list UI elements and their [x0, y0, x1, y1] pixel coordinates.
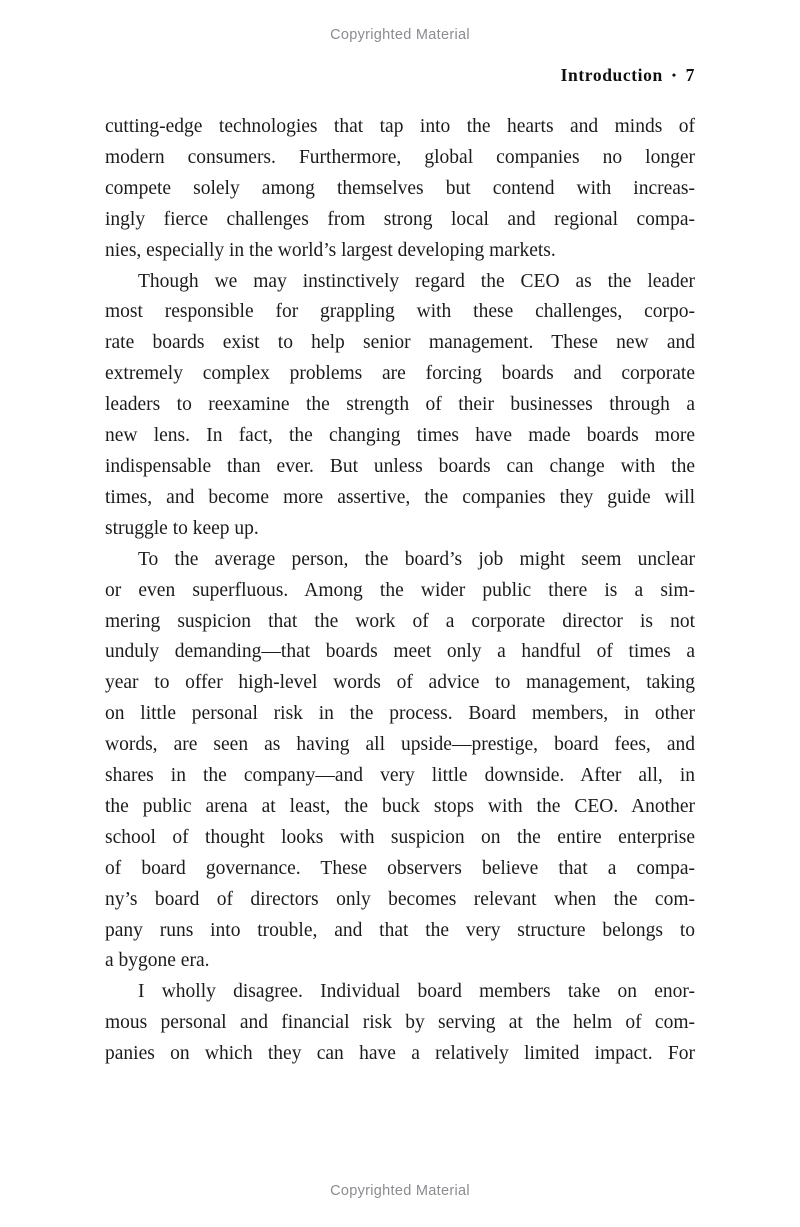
paragraph	[105, 545, 695, 978]
chapter-title: Introduction	[560, 65, 663, 85]
copyright-notice-top: Copyrighted Material	[330, 27, 470, 43]
text-line: panies on which they can have a relatively limited impact. For	[105, 1043, 695, 1065]
text-line: extremely complex problems are forcing boards and corporate	[105, 363, 695, 385]
text-line: indispensable than ever. But unless boards can change with the	[105, 455, 695, 477]
text-line: shares in the company—and very little downside. After all, in	[105, 765, 695, 787]
text-line: words, are seen as having all upside—prestige, board fees, and	[105, 734, 695, 756]
text-line: Though we may instinctively regard the CEO as the leader	[138, 270, 695, 292]
text-line: school of thought looks with suspicion on the entire enterprise	[105, 826, 695, 848]
paragraph	[105, 977, 695, 1070]
header-bullet-separator: •	[671, 68, 677, 82]
text-line: the public arena at least, the buck stops with the CEO. Another	[105, 795, 695, 817]
text-line: mous personal and financial risk by serving at the helm of com-	[105, 1012, 695, 1034]
text-line: leaders to reexamine the strength of their businesses through a	[105, 394, 695, 416]
text-line: ingly fierce challenges from strong local and regional compa-	[105, 208, 695, 230]
text-line: on little personal risk in the process. Board members, in other	[105, 703, 695, 725]
paragraph	[105, 112, 695, 267]
text-line: mering suspicion that the work of a corporate director is not	[105, 610, 695, 632]
text-line: year to offer high-level words of advice to management, taking	[105, 672, 695, 694]
text-line: new lens. In fact, the changing times have made boards more	[105, 425, 695, 447]
text-line: unduly demanding—that boards meet only a handful of times a	[105, 641, 695, 663]
text-line: or even superfluous. Among the wider public there is a sim-	[105, 579, 695, 601]
text-line: rate boards exist to help senior management. These new and	[105, 332, 695, 354]
text-line: To the average person, the board’s job might seem unclear	[138, 548, 695, 570]
text-line: struggle to keep up.	[105, 517, 259, 539]
text-line: I wholly disagree. Individual board members take on enor-	[138, 981, 695, 1003]
text-line: modern consumers. Furthermore, global companies no longer	[105, 146, 695, 168]
text-line: of board governance. These observers believe that a compa-	[105, 857, 695, 879]
text-line: most responsible for grappling with these challenges, corpo-	[105, 301, 695, 323]
text-line: times, and become more assertive, the companies they guide will	[105, 486, 695, 508]
paragraph	[105, 267, 695, 545]
copyright-notice-bottom: Copyrighted Material	[330, 1183, 470, 1199]
text-line: ny’s board of directors only becomes relevant when the com-	[105, 888, 695, 910]
text-line: a bygone era.	[105, 950, 210, 972]
running-header	[561, 65, 695, 86]
text-line: cutting-edge technologies that tap into the hearts and minds of	[105, 116, 695, 137]
page-number: 7	[685, 65, 695, 85]
text-line: compete solely among themselves but contend with increas-	[105, 177, 695, 199]
page-body	[105, 112, 695, 1070]
text-line: nies, especially in the world’s largest developing markets.	[105, 239, 556, 261]
text-line: pany runs into trouble, and that the very structure belongs to	[105, 919, 695, 941]
